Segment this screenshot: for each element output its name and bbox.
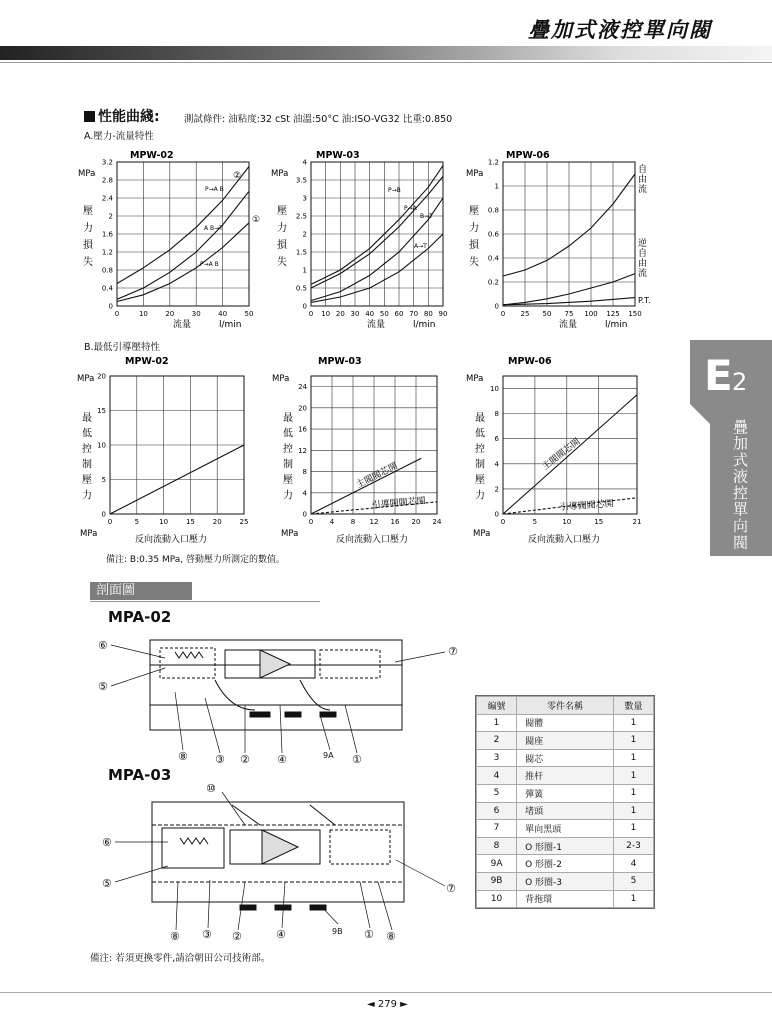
y-tick-label: 0.4 (101, 284, 113, 293)
x-tick-label: 21 (632, 518, 642, 526)
cell-qty: 5 (613, 872, 653, 890)
cell-qty: 1 (613, 714, 653, 732)
chart-title: MPW-02 (125, 356, 169, 367)
x-tick-label: 125 (606, 310, 620, 318)
side-tab-number: 2 (732, 368, 748, 396)
y-tick-label: 1.2 (101, 248, 113, 257)
label-reverse-free-char: 流 (638, 269, 648, 279)
y-tick-label: 4 (302, 158, 307, 167)
label-free-flow-char: 由 (638, 175, 648, 185)
x-axis-label: 反向流動入口壓力 (336, 535, 409, 545)
section-b-label: B.最低引導壓特性 (84, 342, 161, 353)
y-tick-label: 0.8 (101, 266, 113, 275)
y-tick-label: 0.2 (487, 278, 499, 287)
x-tick-label: 5 (532, 518, 538, 526)
cell-no: 9A (477, 855, 517, 873)
cell-nm: 閥體 (517, 714, 614, 732)
col-header-part-name: 零件名稱 (517, 697, 614, 715)
mpa03-callout-8a: ⑧ (170, 930, 180, 943)
cross-section-drawings (0, 620, 470, 950)
side-tab-code: E (704, 351, 733, 400)
label-pilot-spool-open-03: 引導閥閥芯開 (371, 496, 427, 511)
y-unit-label: MPa (78, 169, 96, 179)
x-tick-label: 50 (379, 310, 389, 318)
mpa02-callout-3: ③ (215, 753, 225, 766)
y-tick-label: 5 (101, 476, 106, 484)
y-axis-label-char: 力 (82, 490, 92, 502)
chart-4 (272, 356, 442, 545)
footer-rule (0, 992, 772, 993)
y-tick-label: 1.5 (295, 248, 307, 257)
y-axis-label-char: 力 (83, 223, 93, 234)
x-tick-label: 40 (365, 310, 375, 318)
mpa02-drawing (150, 640, 402, 730)
cell-no: 3 (477, 749, 517, 767)
chart-title: MPW-03 (316, 150, 360, 161)
model-label-mpa02: MPA-02 (108, 608, 172, 626)
mpa03-callout-7: ⑦ (446, 882, 456, 895)
cross-section-rule (90, 601, 320, 602)
chart-1 (271, 150, 447, 330)
cell-nm: 堵頭 (517, 802, 614, 820)
x-unit-label: MPa (80, 529, 98, 539)
x-tick-label: 0 (114, 310, 120, 318)
cell-qty: 1 (613, 802, 653, 820)
chart-title: MPW-06 (506, 150, 550, 161)
y-tick-label: 6 (494, 435, 499, 444)
test-conditions: 測試條件: 油粘度:32 cSt 油溫:50°C 油:ISO-VG32 比重:0.850 (184, 114, 453, 125)
y-tick-label: 1.6 (101, 230, 113, 239)
label-free-flow-char: 自 (638, 165, 648, 175)
page-title: 疊加式液控單向閥 (528, 18, 712, 42)
x-tick-label: 0 (500, 310, 506, 318)
table-row (477, 890, 654, 908)
cell-qty: 1 (613, 820, 653, 838)
y-axis-label-char: 制 (475, 459, 485, 471)
cell-qty: 1 (613, 784, 653, 802)
y-tick-label: 0 (101, 510, 106, 519)
series-line (503, 395, 637, 514)
y-tick-label: 0 (302, 302, 307, 311)
x-tick-label: 20 (411, 518, 421, 526)
label-main-spool-open-06: 主閥閥芯開 (540, 436, 583, 473)
x-tick-label: 10 (138, 310, 148, 318)
y-unit-label: MPa (466, 374, 484, 384)
y-axis-label-char: 制 (283, 459, 293, 471)
side-tab-char: 加 (733, 434, 749, 453)
y-tick-label: 2.5 (295, 212, 307, 221)
x-unit-label: l/min (413, 320, 436, 330)
y-unit-label: MPa (466, 169, 484, 179)
chart-title: MPW-02 (130, 150, 174, 161)
mpa02-callout-5: ⑤ (98, 680, 108, 693)
y-tick-label: 2.4 (101, 194, 113, 203)
mpa02-body-outline (150, 640, 402, 730)
chart-title: MPW-03 (318, 356, 362, 367)
x-tick-label: 15 (185, 518, 195, 526)
x-unit-label: l/min (605, 320, 628, 330)
table-row (477, 837, 654, 855)
x-tick-label: 10 (562, 518, 572, 526)
cell-nm: 閥座 (517, 732, 614, 750)
y-axis-label-char: 壓 (283, 475, 293, 486)
chart-2 (466, 150, 642, 330)
cell-nm: O 形圈-1 (517, 837, 614, 855)
x-unit-label: l/min (219, 320, 242, 330)
x-axis-label: 流量 (173, 320, 192, 330)
y-tick-label: 2 (494, 485, 499, 494)
label-pilot-spool-open-06: 引導閥閥芯開 (559, 499, 615, 513)
annotation-p-ab: P→A B (205, 186, 224, 193)
y-axis-label-char: 控 (283, 444, 293, 455)
table-row (477, 749, 654, 767)
y-axis-label-char: 制 (82, 459, 92, 471)
mpa02-callout-8: ⑧ (178, 750, 188, 763)
series-line (117, 167, 249, 284)
mpa02-callout-9a: 9A (323, 751, 334, 760)
chart-title: MPW-06 (508, 356, 552, 367)
cell-nm: O 形圈-3 (517, 872, 614, 890)
y-axis-label-char: 最 (82, 413, 92, 424)
x-tick-label: 0 (308, 310, 314, 318)
side-tab-char: 式 (733, 451, 749, 469)
x-tick-label: 30 (350, 310, 360, 318)
cell-qty: 1 (613, 767, 653, 785)
y-axis-label-char: 失 (277, 257, 287, 268)
label-reverse-free-char: 逆 (638, 239, 648, 249)
y-tick-label: 12 (298, 446, 307, 455)
cell-no: 5 (477, 784, 517, 802)
cell-nm: 彈簧 (517, 784, 614, 802)
x-axis-label: 反向流動入口壓力 (528, 535, 601, 545)
mpa02-callout-1: ① (352, 753, 362, 766)
y-axis-label-char: 力 (277, 223, 287, 234)
x-tick-label: 60 (394, 310, 404, 318)
y-axis-label-char: 力 (475, 490, 485, 502)
x-unit-label: MPa (473, 529, 491, 539)
cell-nm: O 形圈-2 (517, 855, 614, 873)
y-axis-label-char: 損 (83, 240, 93, 251)
y-tick-label: 2 (302, 230, 307, 239)
x-tick-label: 30 (191, 310, 201, 318)
x-tick-label: 8 (350, 518, 356, 526)
x-tick-label: 10 (159, 518, 169, 526)
series-line (117, 191, 249, 299)
side-tab-char: 液 (733, 467, 749, 486)
performance-heading-text: 性能曲綫: (98, 109, 160, 125)
mpa03-callout-6: ⑥ (102, 836, 112, 849)
table-row (477, 784, 654, 802)
note-replacement: 備注: 若須更換零件,請洽朝田公司技術部。 (90, 953, 271, 964)
x-axis-label: 流量 (559, 320, 578, 330)
label-reverse-free-char: 由 (638, 259, 648, 269)
annotation-ab-t: A B→T (204, 225, 223, 232)
mpa02-callout-6: ⑥ (98, 639, 108, 652)
y-axis-label-char: 損 (469, 240, 479, 251)
chart-0 (78, 150, 253, 330)
y-tick-label: 0 (108, 302, 113, 311)
mpa02-callout-7: ⑦ (448, 645, 458, 658)
cell-nm: 單向黑頭 (517, 820, 614, 838)
x-tick-label: 12 (369, 518, 379, 526)
cell-no: 2 (477, 732, 517, 750)
y-unit-label: MPa (271, 169, 289, 179)
model-label-mpa03: MPA-03 (108, 766, 172, 784)
table-row (477, 855, 654, 873)
y-axis-label-char: 壓 (277, 206, 287, 217)
y-axis-label-char: 力 (283, 490, 293, 502)
y-tick-label: 20 (298, 404, 307, 413)
chart-3 (77, 356, 248, 545)
side-tab-char: 控 (733, 484, 749, 502)
table-row (477, 767, 654, 785)
y-unit-label: MPa (77, 374, 95, 384)
x-tick-label: 70 (409, 310, 419, 318)
mpa02-callout-4: ④ (277, 753, 287, 766)
mpa03-callout-5: ⑤ (102, 877, 112, 890)
cell-no: 6 (477, 802, 517, 820)
x-tick-label: 4 (329, 518, 335, 526)
x-tick-label: 40 (218, 310, 228, 318)
table-row (477, 732, 654, 750)
label-free-flow-char: 流 (638, 185, 648, 195)
cross-section-tab: 剖面圖 (90, 582, 192, 600)
x-tick-label: 20 (165, 310, 175, 318)
y-axis-label-char: 損 (277, 240, 287, 251)
y-tick-label: 1.2 (487, 158, 499, 167)
cell-nm: 推杆 (517, 767, 614, 785)
y-axis-label-char: 壓 (475, 475, 485, 486)
table-row (477, 872, 654, 890)
chart-5 (466, 356, 641, 545)
side-tab-char: 單 (733, 500, 749, 519)
y-axis-label-char: 低 (475, 428, 485, 440)
x-tick-label: 50 (542, 310, 552, 318)
y-tick-label: 10 (490, 385, 499, 394)
mpa03-callout-2: ② (232, 930, 242, 943)
x-tick-label: 0 (500, 518, 506, 526)
x-tick-label: 150 (628, 310, 642, 318)
y-axis-label-char: 力 (469, 223, 479, 234)
y-unit-label: MPa (272, 374, 290, 384)
x-tick-label: 16 (390, 518, 400, 526)
mpa03-callout-4: ④ (276, 928, 286, 941)
x-tick-label: 80 (423, 310, 433, 318)
y-tick-label: 20 (97, 372, 106, 381)
x-tick-label: 25 (239, 518, 249, 526)
curve-label-pb: P→B (388, 187, 401, 194)
x-tick-label: 90 (438, 310, 448, 318)
y-tick-label: 8 (494, 410, 499, 419)
y-axis-label-char: 低 (283, 428, 293, 440)
annotation-p-ab-2: P→A B (200, 261, 219, 268)
y-tick-label: 15 (97, 407, 106, 415)
col-header-quantity: 數量 (613, 697, 653, 715)
x-tick-label: 10 (321, 310, 331, 318)
y-tick-label: 16 (298, 425, 307, 434)
table-row (477, 714, 654, 732)
y-axis-label-char: 控 (475, 444, 485, 455)
side-tab-char: 向 (733, 517, 749, 535)
side-tab-char: 閥 (733, 533, 749, 552)
y-tick-label: 3.5 (295, 176, 307, 185)
x-axis-label: 流量 (367, 320, 386, 330)
y-tick-label: 10 (97, 441, 106, 450)
cell-no: 8 (477, 837, 517, 855)
cell-no: 10 (477, 890, 517, 908)
note-starting-pressure: 備注: B:0.35 MPa, 啓動壓力所測定的數值。 (106, 555, 286, 565)
mpa03-callout-3: ③ (202, 928, 212, 941)
y-tick-label: 2.8 (101, 176, 113, 185)
y-tick-label: 3 (302, 194, 307, 203)
cell-no: 4 (477, 767, 517, 785)
col-header-number: 編號 (477, 697, 517, 715)
cell-qty: 2-3 (613, 837, 653, 855)
y-tick-label: 4 (494, 460, 499, 469)
curve-label-pa: P→A (404, 205, 417, 212)
y-tick-label: 0 (494, 510, 499, 519)
x-tick-label: 75 (564, 310, 574, 318)
page-number: ◄ 279 ► (367, 999, 408, 1010)
y-axis-label-char: 壓 (82, 475, 92, 486)
x-tick-label: 0 (308, 518, 314, 526)
y-tick-label: 0.5 (295, 284, 307, 293)
y-axis-label-char: 最 (283, 413, 293, 424)
cell-qty: 1 (613, 890, 653, 908)
y-axis-label-char: 最 (475, 413, 485, 424)
y-tick-label: 1 (302, 266, 307, 275)
curve-label-1: ① (252, 215, 261, 225)
y-axis-label-char: 失 (469, 257, 479, 268)
mpa02-callout-2: ② (240, 753, 250, 766)
x-axis-label: 反向流動入口壓力 (135, 535, 208, 545)
x-tick-label: 24 (432, 518, 442, 526)
cell-no: 9B (477, 872, 517, 890)
mpa03-callout-1: ① (364, 928, 374, 941)
mpa03-callout-10: ⑩ (206, 782, 216, 795)
x-tick-label: 15 (594, 518, 604, 526)
parts-table (476, 696, 654, 908)
mpa03-drawing (152, 802, 404, 910)
y-axis-label-char: 壓 (83, 206, 93, 217)
x-tick-label: 20 (335, 310, 345, 318)
mpa03-callout-8b: ⑧ (386, 930, 396, 943)
side-tab-char: 疊 (733, 418, 749, 436)
y-axis-label-char: 失 (83, 257, 93, 268)
y-tick-label: 24 (298, 383, 307, 392)
y-tick-label: 0.8 (487, 206, 499, 215)
cell-nm: 背拖環 (517, 890, 614, 908)
label-pt: P.T. (638, 296, 651, 305)
table-row (477, 820, 654, 838)
y-tick-label: 0 (494, 302, 499, 311)
cell-nm: 閥芯 (517, 749, 614, 767)
y-tick-label: 4 (302, 489, 307, 498)
x-tick-label: 50 (244, 310, 254, 318)
curve-label-at: A→T (414, 243, 427, 250)
curve-label-2: ② (233, 171, 242, 181)
cell-qty: 1 (613, 749, 653, 767)
cell-no: 7 (477, 820, 517, 838)
x-tick-label: 20 (212, 518, 222, 526)
cell-qty: 1 (613, 732, 653, 750)
x-tick-label: 0 (107, 518, 113, 526)
x-unit-label: MPa (281, 529, 299, 539)
y-tick-label: 1 (494, 182, 499, 191)
curve-label-bt: B→T (420, 213, 433, 220)
y-tick-label: 2 (108, 212, 113, 221)
y-axis-label-char: 控 (82, 444, 92, 455)
label-main-spool-open-03: 主閥閥芯開 (354, 461, 400, 491)
y-axis-label-char: 低 (82, 428, 92, 440)
side-chapter-tab (690, 340, 772, 556)
table-row (477, 802, 654, 820)
cell-qty: 4 (613, 855, 653, 873)
x-tick-label: 25 (520, 310, 530, 318)
cell-no: 1 (477, 714, 517, 732)
mpa03-callout-9b: 9B (332, 927, 343, 936)
y-tick-label: 0 (302, 510, 307, 519)
y-tick-label: 3.2 (101, 158, 113, 167)
label-reverse-free-char: 自 (638, 249, 648, 259)
y-axis-label-char: 壓 (469, 206, 479, 217)
y-tick-label: 0.4 (487, 254, 499, 263)
y-tick-label: 8 (302, 468, 307, 477)
x-tick-label: 5 (134, 518, 140, 526)
x-tick-label: 100 (584, 310, 598, 318)
section-a-label: A.壓力-流量特性 (84, 131, 154, 142)
y-tick-label: 0.6 (487, 230, 499, 239)
